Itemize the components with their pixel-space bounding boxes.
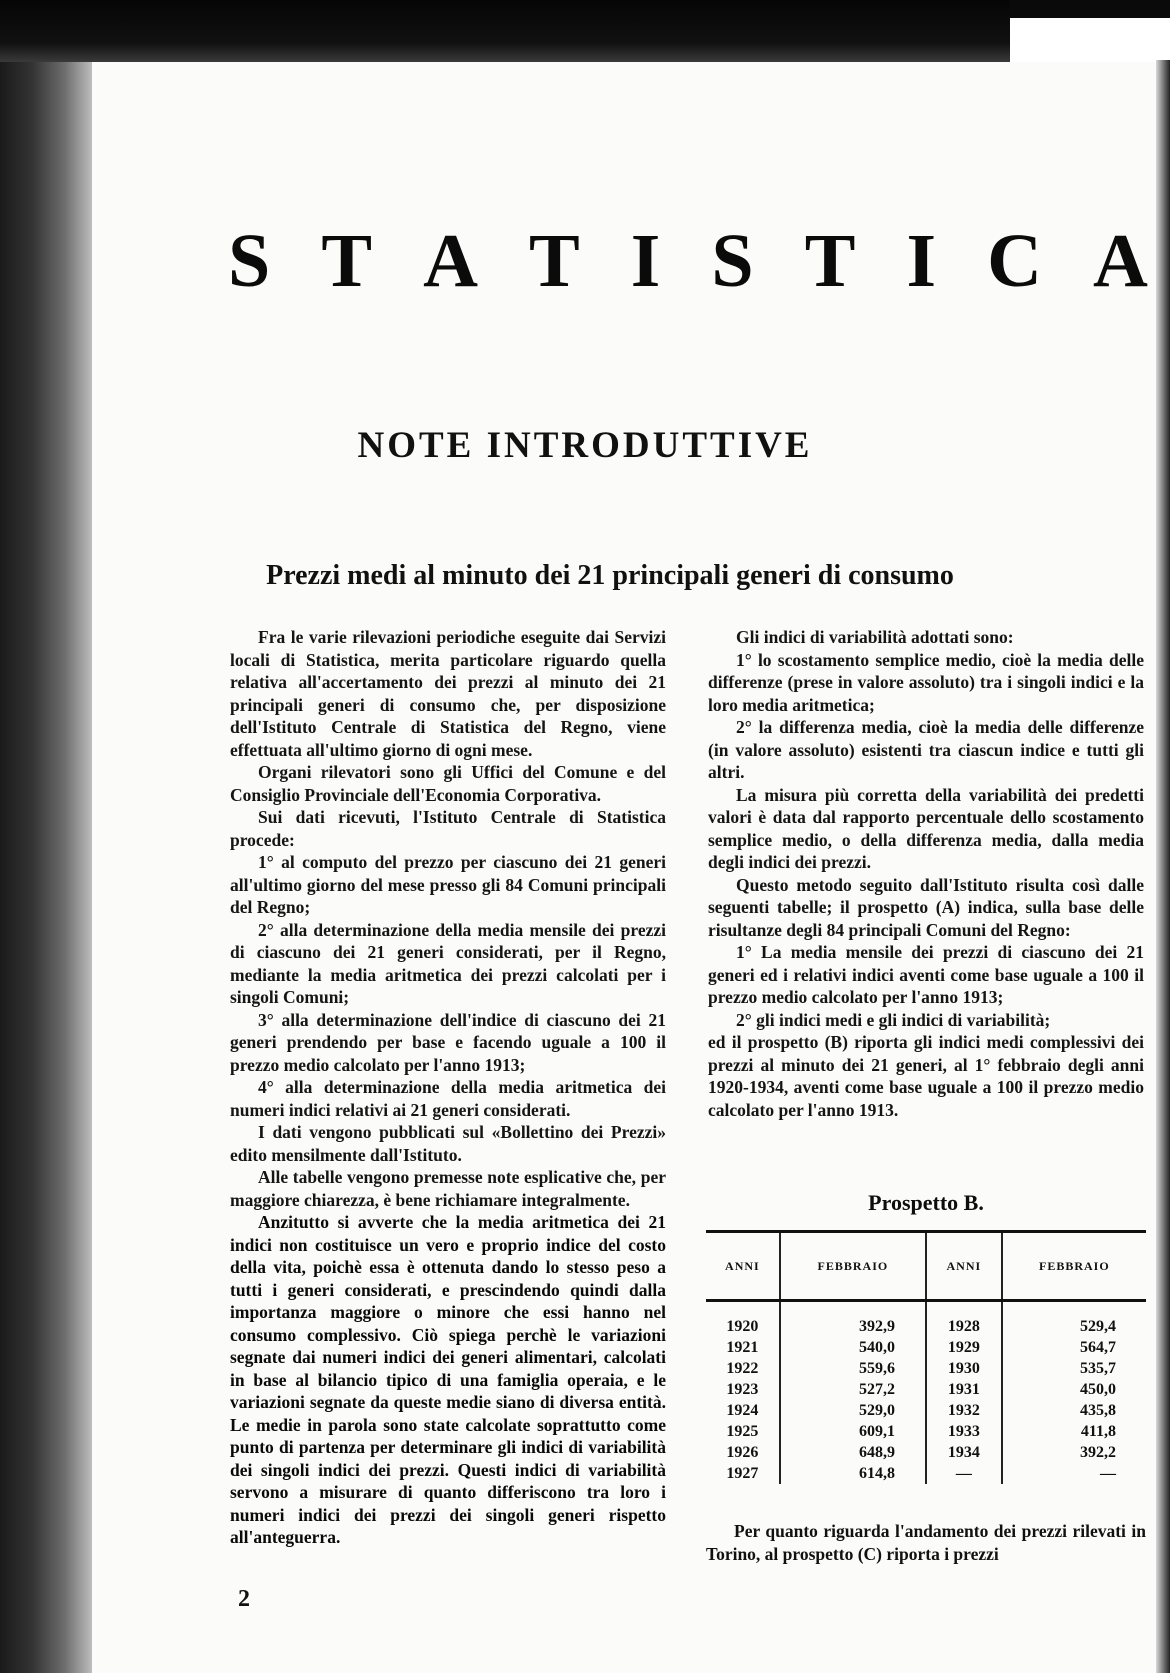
subtitle: NOTE INTRODUTTIVE xyxy=(357,425,813,466)
table-cell: 1925 xyxy=(726,1423,759,1440)
left-column xyxy=(230,626,666,1549)
page-number: 2 xyxy=(238,1586,250,1612)
table-cell: 540,0 xyxy=(780,1337,926,1358)
table-cell: 1933 xyxy=(926,1421,1002,1442)
table-cell: 527,2 xyxy=(780,1379,926,1400)
table-header: FEBBRAIO xyxy=(1002,1232,1146,1301)
prospetto-table xyxy=(706,1230,1146,1484)
table-cell: 450,0 xyxy=(1002,1379,1146,1400)
paragraph: ed il prospetto (B) riporta gli indici medi complessivi dei prezzi al minuto dei 21 generi, al 1° febbraio degli anni 1920-1934, aventi come base uguale a 100 il prezzo medio calcolato per l'anno 1913. xyxy=(708,1032,1144,1120)
table-cell: 1920 xyxy=(726,1318,759,1335)
table-row xyxy=(706,1400,1146,1421)
table-cell: — xyxy=(1002,1463,1146,1484)
table-cell: 1921 xyxy=(726,1339,759,1356)
table-cell: 1922 xyxy=(726,1360,759,1377)
title-letter: T xyxy=(529,219,580,303)
footer-paragraph: Per quanto riguarda l'andamento dei prezzi rilevati in Torino, al prospetto (C) riporta i prezzi xyxy=(706,1521,1146,1564)
table-cell: 648,9 xyxy=(780,1442,926,1463)
table-cell: 1927 xyxy=(726,1465,759,1482)
table-cell: 1923 xyxy=(726,1381,759,1398)
scan-border-corner xyxy=(1010,0,1170,18)
title-letter: A xyxy=(1093,219,1148,303)
paragraph: Sui dati ricevuti, l'Istituto Centrale di Statistica procede: xyxy=(230,807,666,850)
table-cell: — xyxy=(926,1463,1002,1484)
table-cell: 559,6 xyxy=(780,1358,926,1379)
table-row xyxy=(706,1463,1146,1484)
paragraph: Fra le varie rilevazioni periodiche eseguite dai Servizi locali di Statistica, merita particolare riguardo quella relativa all'accertamento dei prezzi al minuto dei 21 principali generi di consumo che, per disposizione dell'Istituto Centrale di Statistica del Regno, viene effettuata all'ultimo giorno di ogni mese. xyxy=(230,627,666,760)
table-cell: 1924 xyxy=(726,1402,759,1419)
title-letter: A xyxy=(423,219,478,303)
table-row xyxy=(706,1379,1146,1400)
table-cell: 1931 xyxy=(926,1379,1002,1400)
title-letter: C xyxy=(987,219,1042,303)
table-row xyxy=(706,1301,1146,1338)
table-row xyxy=(706,1358,1146,1379)
title-letter: T xyxy=(321,219,373,303)
table-row xyxy=(706,1442,1146,1463)
table-row xyxy=(706,1421,1146,1442)
scan-border-top xyxy=(0,0,1010,62)
title-letter: I xyxy=(630,219,661,303)
paragraph: La misura più corretta della variabilità dei predetti valori è data dal rapporto percentuale dello scostamento semplice medio, o della differenza media, dalla media degli indici dei prezzi. xyxy=(708,784,1144,872)
paragraph: 2° gli indici medi e gli indici di variabilità; xyxy=(736,1009,1051,1030)
right-column xyxy=(708,626,1144,1121)
table-cell: 614,8 xyxy=(780,1463,926,1484)
table-header: ANNI xyxy=(926,1232,1002,1301)
table-cell: 564,7 xyxy=(1002,1337,1146,1358)
title-letter: S xyxy=(228,219,271,303)
paragraph: Anzitutto si avverte che la media aritmetica dei 21 indici non costituisce un vero e proprio indice del costo della vita, poichè essa è ottenuta dando lo stesso peso a tutti i generi considerati, e prescindendo quindi dalla importanza maggiore o minore che essi hanno nel consumo complessivo. Ciò spiega perchè le variazioni segnate dai numeri indici dei generi alimentari, calcolati in base al bilancio tipico di una famiglia operaia, e le variazioni segnate da queste medie siano di diversa entità. Le medie in parola sono state calcolate soprattutto come punto di partenza per determinare gli indici di variabilità dei singoli indici dei prezzi. Questi indici di variabilità servono a misurare di quanto differiscono tra loro i numeri indici dei prezzi dei singoli generi rispetto all'anteguerra. xyxy=(230,1212,666,1547)
paragraph: Questo metodo seguito dall'Istituto risulta così dalle seguenti tabelle; il prospetto (A) indica, sulla base delle risultanze degli 84 principali Comuni del Regno: xyxy=(708,874,1144,940)
table-header: FEBBRAIO xyxy=(780,1232,926,1301)
table-cell: 435,8 xyxy=(1002,1400,1146,1421)
paragraph: Alle tabelle vengono premesse note esplicative che, per maggiore chiarezza, è bene richiamare integralmente. xyxy=(230,1167,666,1210)
paragraph: 2° la differenza media, cioè la media delle differenze (in valore assoluto) esistenti tra ciascun indice e tutti gli altri. xyxy=(708,717,1144,782)
table-cell: 1930 xyxy=(926,1358,1002,1379)
scan-border-right xyxy=(1156,60,1170,1673)
table-cell: 392,2 xyxy=(1002,1442,1146,1463)
paragraph: 1° La media mensile dei prezzi di ciascuno dei 21 generi ed i relativi indici aventi come base uguale a 100 il prezzo medio calcolato per l'anno 1913; xyxy=(708,942,1144,1007)
table-cell: 1928 xyxy=(926,1301,1002,1338)
paragraph: 2° alla determinazione della media mensile dei prezzi di ciascuno dei 21 generi considerati, per il Regno, mediante la media aritmetica dei prezzi calcolati per i singoli Comuni; xyxy=(230,919,666,1007)
paragraph: Gli indici di variabilità adottati sono: xyxy=(736,627,1014,647)
section-title: Prezzi medi al minuto dei 21 principali generi di consumo xyxy=(266,560,954,591)
table-row xyxy=(706,1337,1146,1358)
title-letter: I xyxy=(906,219,937,303)
paragraph: 1° al computo del prezzo per ciascuno dei 21 generi all'ultimo giorno del mese presso gli 84 Comuni principali del Regno; xyxy=(230,852,666,917)
title-letter: S xyxy=(711,219,754,303)
title-letter: T xyxy=(804,219,856,303)
paragraph: Organi rilevatori sono gli Uffici del Comune e del Consiglio Provinciale dell'Economia Corporativa. xyxy=(230,762,666,805)
table-cell: 529,4 xyxy=(1002,1301,1146,1338)
paragraph: I dati vengono pubblicati sul «Bollettino dei Prezzi» edito mensilmente dall'Istituto. xyxy=(230,1122,666,1165)
table-cell: 392,9 xyxy=(780,1301,926,1338)
paragraph: 1° lo scostamento semplice medio, cioè la media delle differenze (prese in valore assoluto) tra i singoli indici e la loro media aritmetica; xyxy=(708,649,1144,715)
table-cell: 1934 xyxy=(926,1442,1002,1463)
paragraph: 4° alla determinazione della media aritmetica dei numeri indici relativi ai 21 generi considerati. xyxy=(230,1077,666,1120)
table-cell: 1929 xyxy=(926,1337,1002,1358)
table-cell: 609,1 xyxy=(780,1421,926,1442)
paragraph: 3° alla determinazione dell'indice di ciascuno dei 21 generi prendendo per base e facendo uguale a 100 il prezzo medio calcolato per l'anno 1913; xyxy=(230,1009,666,1075)
table-cell: 1932 xyxy=(926,1400,1002,1421)
page-title xyxy=(228,218,1148,305)
table-title: Prospetto B. xyxy=(868,1190,984,1215)
table-cell: 529,0 xyxy=(780,1400,926,1421)
table-cell: 411,8 xyxy=(1002,1421,1146,1442)
scan-border-left xyxy=(0,0,92,1673)
table-cell: 535,7 xyxy=(1002,1358,1146,1379)
table-header: ANNI xyxy=(706,1232,780,1301)
table-cell: 1926 xyxy=(726,1444,759,1461)
